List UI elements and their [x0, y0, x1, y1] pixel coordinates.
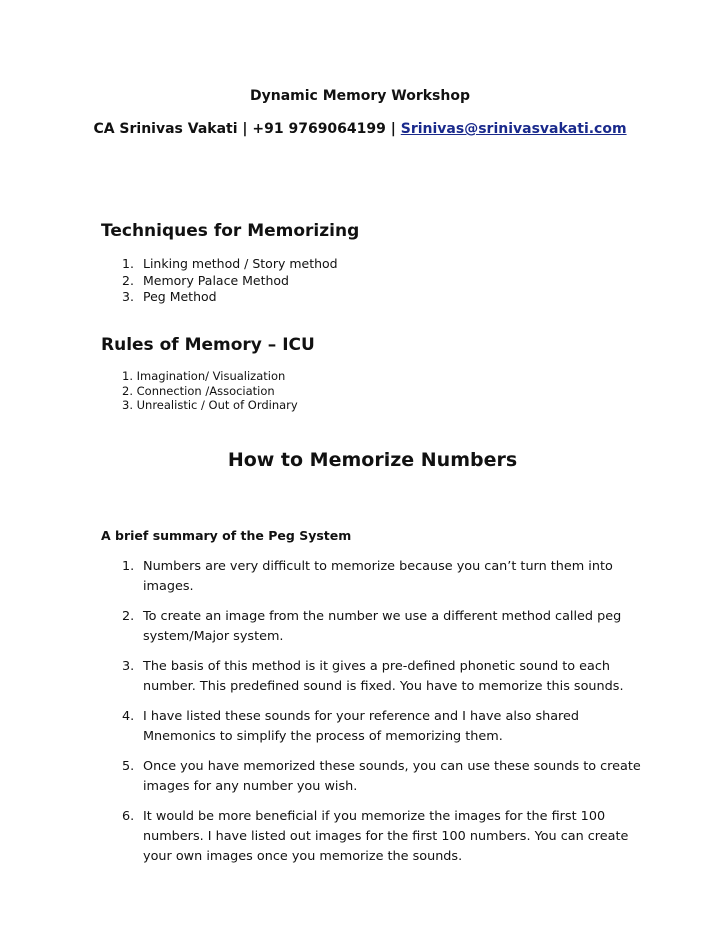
email-link[interactable]: Srinivas@srinivasvakati.com: [400, 121, 627, 137]
list-item: 2. Memory Palace Method: [122, 272, 289, 288]
list-item: 6. It would be more beneficial if you memorize the images for the first 100 numbers. I have listed out images for the first 100 numbers. You can create your own images once you memorize the sounds.: [122, 809, 629, 864]
list-item: 1. Linking method / Story method: [122, 256, 338, 271]
list-item: 5. Once you have memorized these sounds, you can use these sounds to create images for any number you wish.: [122, 759, 641, 794]
list-item: 1. Numbers are very difficult to memorize because you can’t turn them into images.: [122, 559, 613, 594]
list-item: 2. To create an image from the number we use a different method called peg system/Major system.: [122, 609, 622, 644]
contact-details: CA Srinivas Vakati | +91 9769064199 |: [93, 121, 401, 137]
techniques-list: [122, 256, 338, 306]
peg-system-list: [122, 557, 642, 877]
contact-line: [0, 121, 720, 137]
numbers-heading: How to Memorize Numbers: [227, 449, 518, 471]
list-item: 2. Connection /Association: [122, 383, 275, 398]
document-title: Dynamic Memory Workshop: [250, 88, 470, 104]
techniques-heading: Techniques for Memorizing: [101, 221, 360, 241]
list-item: 4. I have listed these sounds for your reference and I have also shared Mnemonics to simplify the process of memorizing them.: [122, 709, 580, 744]
rules-list: [122, 369, 298, 413]
list-item: 3. The basis of this method is it gives a pre-defined phonetic sound to each number. This predefined sound is fixed. You have to memorize this sounds.: [122, 659, 624, 694]
summary-heading: A brief summary of the Peg System: [101, 528, 352, 543]
list-item: 1. Imagination/ Visualization: [122, 369, 286, 383]
list-item: 3. Unrealistic / Out of Ordinary: [122, 398, 298, 412]
rules-heading: Rules of Memory – ICU: [101, 335, 315, 355]
list-item: 3. Peg Method: [122, 289, 217, 304]
